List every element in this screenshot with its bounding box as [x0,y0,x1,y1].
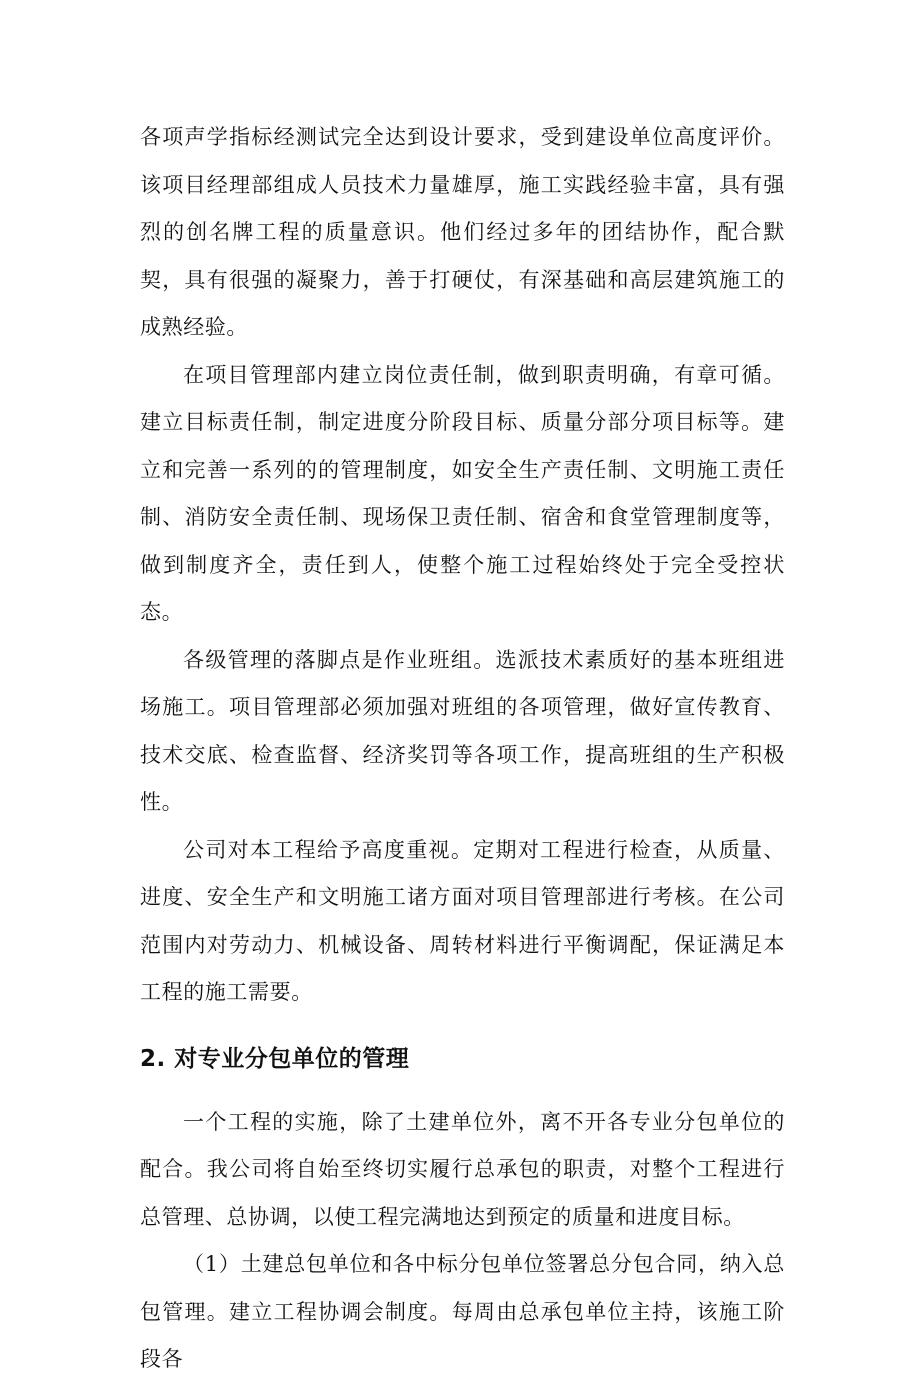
paragraph-company-oversight: 公司对本工程给予高度重视。定期对工程进行检查，从质量、进度、安全生产和文明施工诸方面对项目管理部进行考核。在公司范围内对劳动力、机械设备、周转材料进行平衡调配，保证满足本工程的施工需要。 [140,837,785,1004]
section-heading: 2. 对专业分包单位的管理 [140,1045,410,1072]
paragraph-subcontract-item-1: （1）土建总包单位和各中标分包单位签署总分包合同，纳入总包管理。建立工程协调会制度。每周由总承包单位主持，该施工阶段各 [140,1252,785,1371]
paragraph-work-teams: 各级管理的落脚点是作业班组。选派技术素质好的基本班组进场施工。项目管理部必须加强对班组的各项管理，做好宣传教育、技术交底、检查监督、经济奖罚等各项工作，提高班组的生产积极性。 [140,647,785,814]
paragraph-subcontractor-intro: 一个工程的实施，除了土建单位外，离不开各专业分包单位的配合。我公司将自始至终切实履行总承包的职责，对整个工程进行总管理、总协调，以使工程完满地达到预定的质量和进度目标。 [140,1109,785,1229]
paragraph-responsibility-system: 在项目管理部内建立岗位责任制，做到职责明确，有章可循。建立目标责任制，制定进度分阶段目标、质量分部分项目标等。建立和完善一系列的的管理制度，如安全生产责任制、文明施工责任制、消防安全责任制、现场保卫责任制、宿舍和食堂管理制度等，做到制度齐全，责任到人，使整个施工过程始终处于完全受控状态。 [140,362,785,624]
paragraph-continued: 各项声学指标经测试完全达到设计要求，受到建设单位高度评价。该项目经理部组成人员技术力量雄厚，施工实践经验丰富，具有强烈的创名牌工程的质量意识。他们经过多年的团结协作，配合默契，具有很强的凝聚力，善于打硬仗，有深基础和高层建筑施工的成熟经验。 [140,125,785,339]
document-body [140,114,785,1384]
